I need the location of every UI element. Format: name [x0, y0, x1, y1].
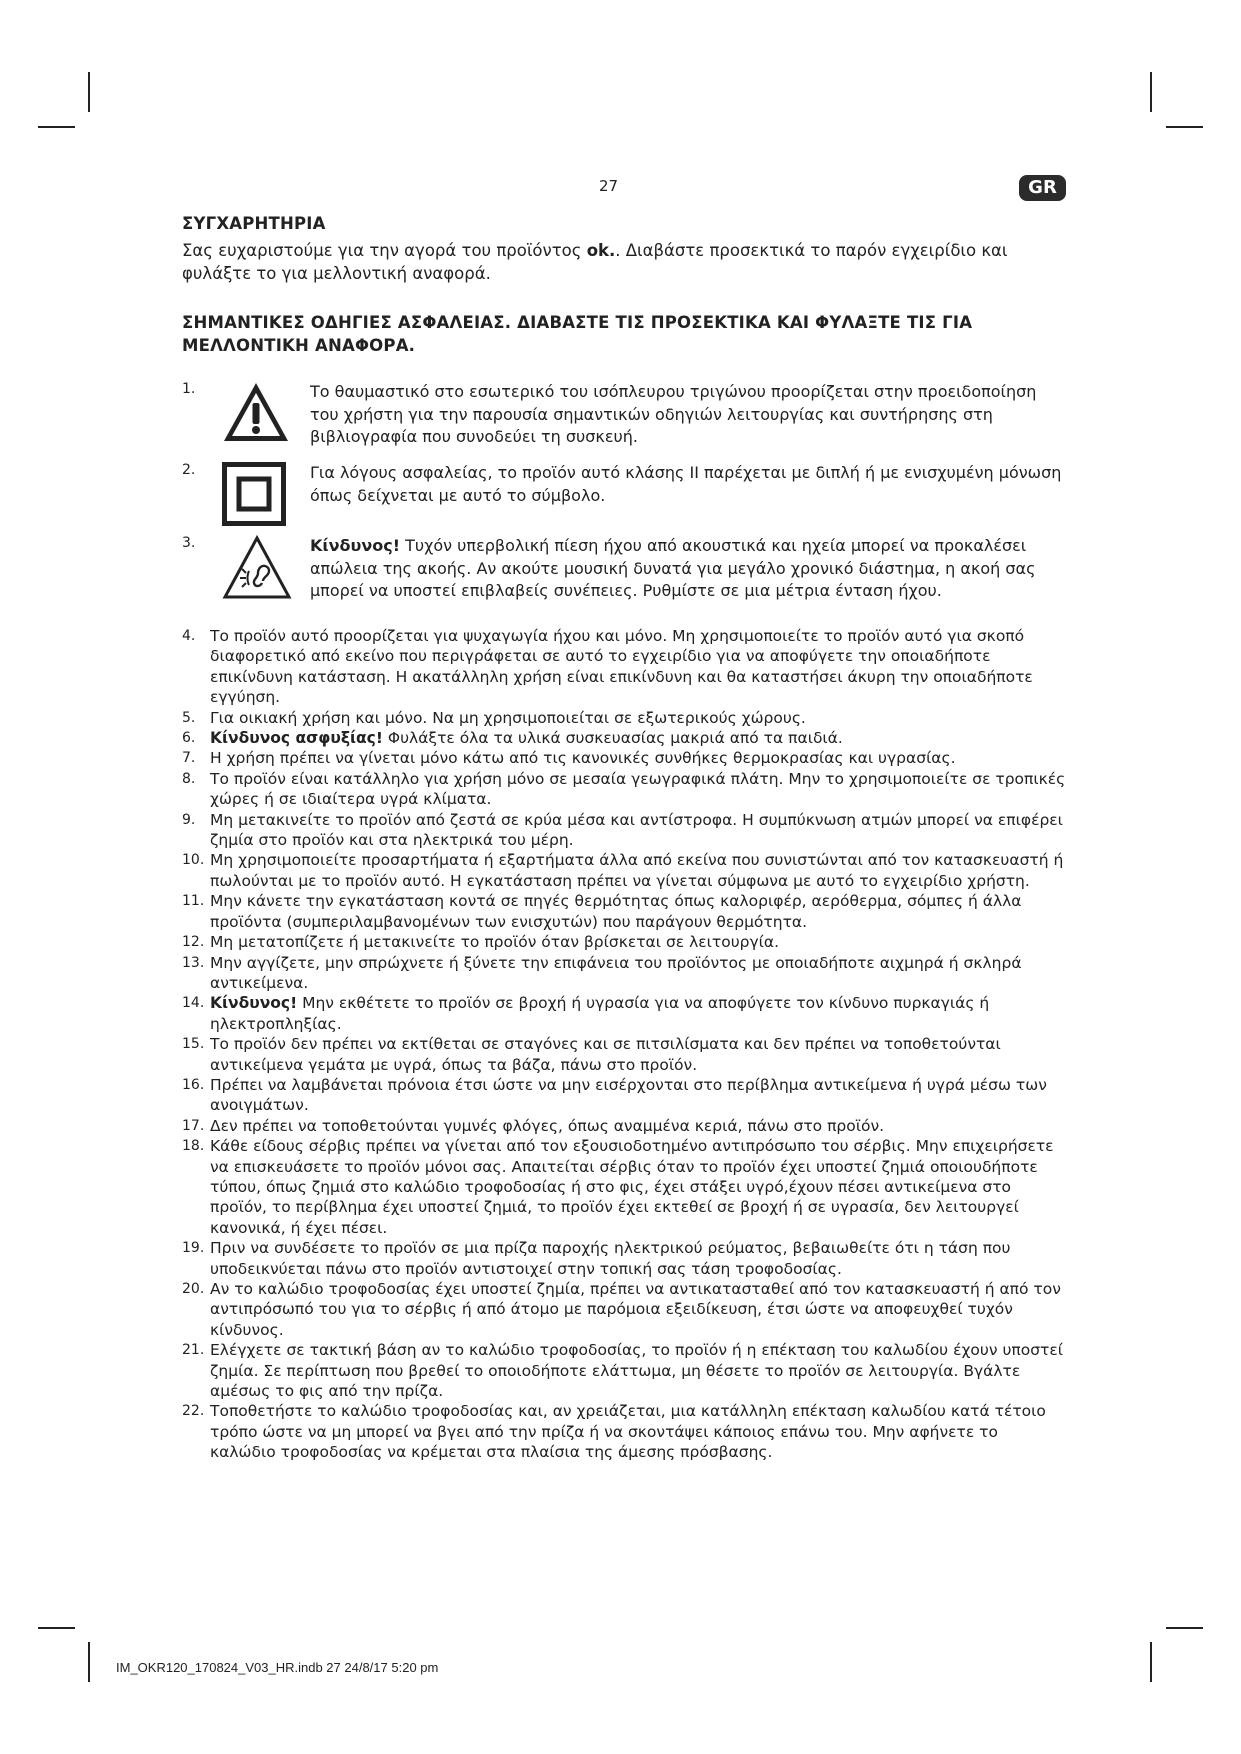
rule-number: 20. — [182, 1281, 205, 1297]
rule-text: Το προϊόν αυτό προορίζεται για ψυχαγωγία ήχου και μόνο. Μη χρησιμοποιείτε το προϊόν αυτό για σκοπό διαφορετικό από εκείνο που περιγράφεται σε αυτό το εγχειρίδιο για να αποφύγετε την οποιαδήποτε επικίνδυνη κατάσταση. Η ακατάλληλη χρήση είναι επικίνδυνη και θα καταστήσει άκυρη την οποιαδήποτε εγγύηση. — [210, 627, 1033, 707]
rule-text: Μην κάνετε την εγκατάσταση κοντά σε πηγές θερμότητας όπως καλοριφέρ, αερόθερμα, σόμπες ή άλλα προϊόντα (συμπεριλαμβανομένων των ενισχυτών) που παράγουν θερμότητα. — [210, 892, 1022, 931]
rule-number: 13. — [182, 954, 205, 971]
exclamation-triangle-icon — [222, 381, 290, 443]
warning-item — [182, 381, 1067, 453]
safety-rule-item — [182, 1238, 1067, 1279]
warning-number: 2. — [182, 462, 196, 478]
rule-number: 17. — [182, 1117, 205, 1134]
warning-item — [182, 462, 1067, 526]
rule-number: 8. — [182, 770, 196, 787]
crop-mark — [88, 72, 90, 112]
safety-rule-item — [182, 769, 1067, 810]
rule-number: 4. — [182, 628, 196, 644]
safety-rule-item — [182, 1401, 1067, 1462]
rule-text: Το προϊόν είναι κατάλληλο για χρήση μόνο σε μεσαία γεωγραφικά πλάτη. Μην το χρησιμοποιείτε σε τροπικές χώρες ή σε ιδιαίτερα υγρά κλίματα. — [210, 769, 1066, 809]
language-badge: GR — [1019, 175, 1066, 201]
rule-number: 6. — [182, 730, 196, 747]
danger-label: Κίνδυνος ασφυξίας! — [210, 729, 383, 748]
safety-rule-item — [182, 993, 1067, 1034]
print-footer: IM_OKR120_170824_V03_HR.indb 27 24/8/17 5:20 pm — [116, 1660, 439, 1675]
rule-text: Μη μετακινείτε το προϊόν από ζεστά σε κρύα μέσα και αντίστροφα. Η συμπύκνωση ατμών μπορεί να επιφέρει ζημία στο προϊόν και στα ηλεκτρικά του μέρη. — [210, 810, 1063, 850]
warning-number: 1. — [182, 381, 196, 397]
crop-mark — [1166, 126, 1203, 128]
rule-number: 22. — [182, 1403, 205, 1420]
safety-rule-item — [182, 810, 1067, 851]
danger-label: Κίνδυνος! — [210, 994, 298, 1013]
rule-number: 18. — [182, 1138, 205, 1155]
double-square-class-ii-icon — [222, 462, 286, 526]
intro-paragraph: Σας ευχαριστούμε για την αγορά του προϊόντος ok.. Διαβάστε προσεκτικά το παρόν εγχειρίδιο και φυλάξτε το για μελλοντική αναφορά. — [182, 241, 1008, 283]
rule-text: Για οικιακή χρήση και μόνο. Να μη χρησιμοποιείται σε εξωτερικούς χώρους. — [210, 708, 806, 727]
hearing-warning-icon — [222, 535, 292, 601]
crop-mark — [38, 126, 75, 128]
rule-number: 14. — [182, 995, 205, 1012]
rule-number: 11. — [182, 893, 205, 910]
crop-mark — [1150, 1642, 1152, 1682]
rule-text: Μη μετατοπίζετε ή μετακινείτε το προϊόν όταν βρίσκεται σε λειτουργία. — [210, 933, 780, 952]
rule-text: Μη χρησιμοποιείτε προσαρτήματα ή εξαρτήματα άλλα από εκείνα που συνιστώνται από τον κατασκευαστή ή πωλούνται με το προϊόν αυτό. Η εγκατάσταση πρέπει να γίνεται σύμφωνα με αυτό το εγχειρίδιο χρήστη. — [210, 851, 1064, 890]
safety-rule-item — [182, 1116, 1067, 1136]
rule-number: 21. — [182, 1342, 205, 1359]
rule-number: 9. — [182, 811, 196, 828]
rule-number: 19. — [182, 1240, 205, 1257]
rule-text: Μην αγγίζετε, μην σπρώχνετε ή ξύνετε την επιφάνεια του προϊόντος με οποιαδήποτε αιχμηρά ή σκληρά αντικείμενα. — [210, 953, 1022, 992]
warning-item — [182, 535, 1067, 607]
page-number: 27 — [599, 177, 619, 195]
safety-rule-item — [182, 748, 1067, 768]
crop-mark — [38, 1627, 75, 1629]
warning-text: Το θαυμαστικό στο εσωτερικό του ισόπλευρου τριγώνου προορίζεται στην προειδοποίηση του χρήστη για την παρουσία σημαντικών οδηγιών λειτουργίας και συντήρησης στη βιβλιογραφία που συνοδεύει τη συσκευή. — [310, 382, 1037, 446]
rule-text: Δεν πρέπει να τοποθετούνται γυμνές φλόγες, όπως αναμμένα κεριά, πάνω στο προϊόν. — [210, 1116, 885, 1135]
warning-text: Για λόγους ασφαλείας, το προϊόν αυτό κλάσης ΙΙ παρέχεται με διπλή ή με ενισχυμένη μόνωση όπως δείχνεται με αυτό το σύμβολο. — [310, 463, 1062, 505]
rule-text: Πρέπει να λαμβάνεται πρόνοια έτσι ώστε να μην εισέρχονται στο περίβλημα αντικείμενα ή υγρά μέσω των ανοιγμάτων. — [210, 1075, 1047, 1115]
safety-rules-list — [182, 626, 1067, 1463]
rule-text: Κίνδυνος ασφυξίας! Φυλάξτε όλα τα υλικά συσκευασίας μακριά από τα παιδιά. — [210, 729, 843, 748]
congratulations-heading: ΣΥΓΧΑΡΗΤΗΡΙΑ — [182, 214, 326, 233]
safety-rule-item — [182, 1034, 1067, 1075]
rule-number: 10. — [182, 852, 205, 869]
safety-rule-item — [182, 708, 1067, 728]
rule-text: Τοποθετήστε το καλώδιο τροφοδοσίας και, αν χρειάζεται, μια κατάλληλη επέκταση καλωδίου κατά τέτοιο τρόπο ώστε να μη μπορεί να βγει από την πρίζα ή να σκοντάψει κάποιος επάνω του. Μην αφήνετε το καλώδιο τροφοδοσίας να κρέμεται στα πλαίσια της άμεσης πρόσβασης. — [210, 1402, 1046, 1462]
rule-text: Αν το καλώδιο τροφοδοσίας έχει υποστεί ζημία, πρέπει να αντικατασταθεί από τον κατασκευαστή ή από τον αντιπρόσωπό του για το σέρβις ή από άτομο με παρόμοια εξειδίκευση, έτσι ώστε να αποφευχθεί τυχόν κίνδυνος. — [210, 1280, 1061, 1339]
warning-text: Κίνδυνος! Τυχόν υπερβολική πίεση ήχου από ακουστικά και ηχεία μπορεί να προκαλέσει απώλεια της ακοής. Αν ακούτε μουσική δυνατά για μεγάλο χρονικό διάστημα, η ακοή σας μπορεί να υποστεί επιβλαβείς συνέπειες. Ρυθμίστε σε μια μέτρια ένταση ήχου. — [310, 536, 1036, 600]
rule-number: 5. — [182, 709, 196, 726]
rule-number: 15. — [182, 1036, 205, 1053]
safety-rule-item — [182, 953, 1067, 994]
rule-text: Κίνδυνος! Μην εκθέτετε το προϊόν σε βροχή ή υγρασία για να αποφύγετε τον κίνδυνο πυρκαγιάς ή ηλεκτροπληξίας. — [210, 994, 990, 1033]
safety-rule-item — [182, 850, 1067, 891]
rule-text: Το προϊόν δεν πρέπει να εκτίθεται σε σταγόνες και σε πιτσιλίσματα και δεν πρέπει να τοποθετούνται αντικείμενα γεμάτα με υγρά, όπως τα βάζα, πάνω στο προϊόν. — [210, 1035, 1001, 1074]
danger-label: Κίνδυνος! — [310, 536, 400, 555]
safety-rule-item — [182, 1075, 1067, 1116]
safety-rule-item — [182, 1136, 1067, 1238]
safety-rule-item — [182, 1340, 1067, 1401]
rule-text: Ελέγχετε σε τακτική βάση αν το καλώδιο τροφοδοσίας, το προϊόν ή η επέκταση του καλωδίου έχουν υποστεί ζημία. Σε περίπτωση που βρεθεί το οποιοδήποτε ελάττωμα, μη θέσετε το προϊόν σε λειτουργία. Βγάλτε αμέσως το φις από την πρίζα. — [210, 1341, 1064, 1401]
brand-name: ok. — [586, 241, 616, 260]
rule-text: Η χρήση πρέπει να γίνεται μόνο κάτω από τις κανονικές συνθήκες θερμοκρασίας και υγρασίας. — [210, 749, 956, 768]
crop-mark — [88, 1642, 90, 1682]
rule-number: 12. — [182, 934, 205, 951]
safety-rule-item — [182, 728, 1067, 748]
rule-number: 7. — [182, 750, 196, 767]
crop-mark — [1166, 1627, 1203, 1629]
safety-rule-item — [182, 891, 1067, 932]
warning-number: 3. — [182, 535, 196, 551]
rule-number: 16. — [182, 1076, 205, 1093]
safety-rule-item — [182, 932, 1067, 952]
safety-rule-item — [182, 626, 1067, 708]
safety-heading: ΣΗΜΑΝΤΙΚΕΣ ΟΔΗΓΙΕΣ ΑΣΦΑΛΕΙΑΣ. ΔΙΑΒΑΣΤΕ ΤΙΣ ΠΡΟΣΕΚΤΙΚΑ ΚΑΙ ΦΥΛΑΞΤΕ ΤΙΣ ΓΙΑ ΜΕΛΛΟΝΤΙΚΗ ΑΝΑΦΟΡΑ. — [182, 313, 973, 355]
rule-text: Κάθε είδους σέρβις πρέπει να γίνεται από τον εξουσιοδοτημένο αντιπρόσωπο του σέρβις. Μην επιχειρήσετε να επισκευάσετε το προϊόν μόνοι σας. Απαιτείται σέρβις όταν το προϊόν έχει υποστεί ζημιά οποιουδήποτε τύπου, όπως ζημιά στο καλώδιο τροφοδοσίας ή στο φις, έχει στάξει υγρό,έχουν πέσει αντικείμενα στο προϊόν, το περίβλημα έχει υποστεί ζημιά, το προϊόν έχει εκτεθεί σε βροχή ή σε υγρασία, δεν λειτουργεί κανονικά, ή έχει πέσει. — [210, 1137, 1054, 1237]
safety-rule-item — [182, 1279, 1067, 1340]
rule-text: Πριν να συνδέσετε το προϊόν σε μια πρίζα παροχής ηλεκτρικού ρεύματος, βεβαιωθείτε ότι η τάση που υποδεικνύεται πάνω στο προϊόν αντιστοιχεί στην τοπική σας τάση τροφοδοσίας. — [210, 1239, 1011, 1278]
crop-mark — [1150, 72, 1152, 112]
